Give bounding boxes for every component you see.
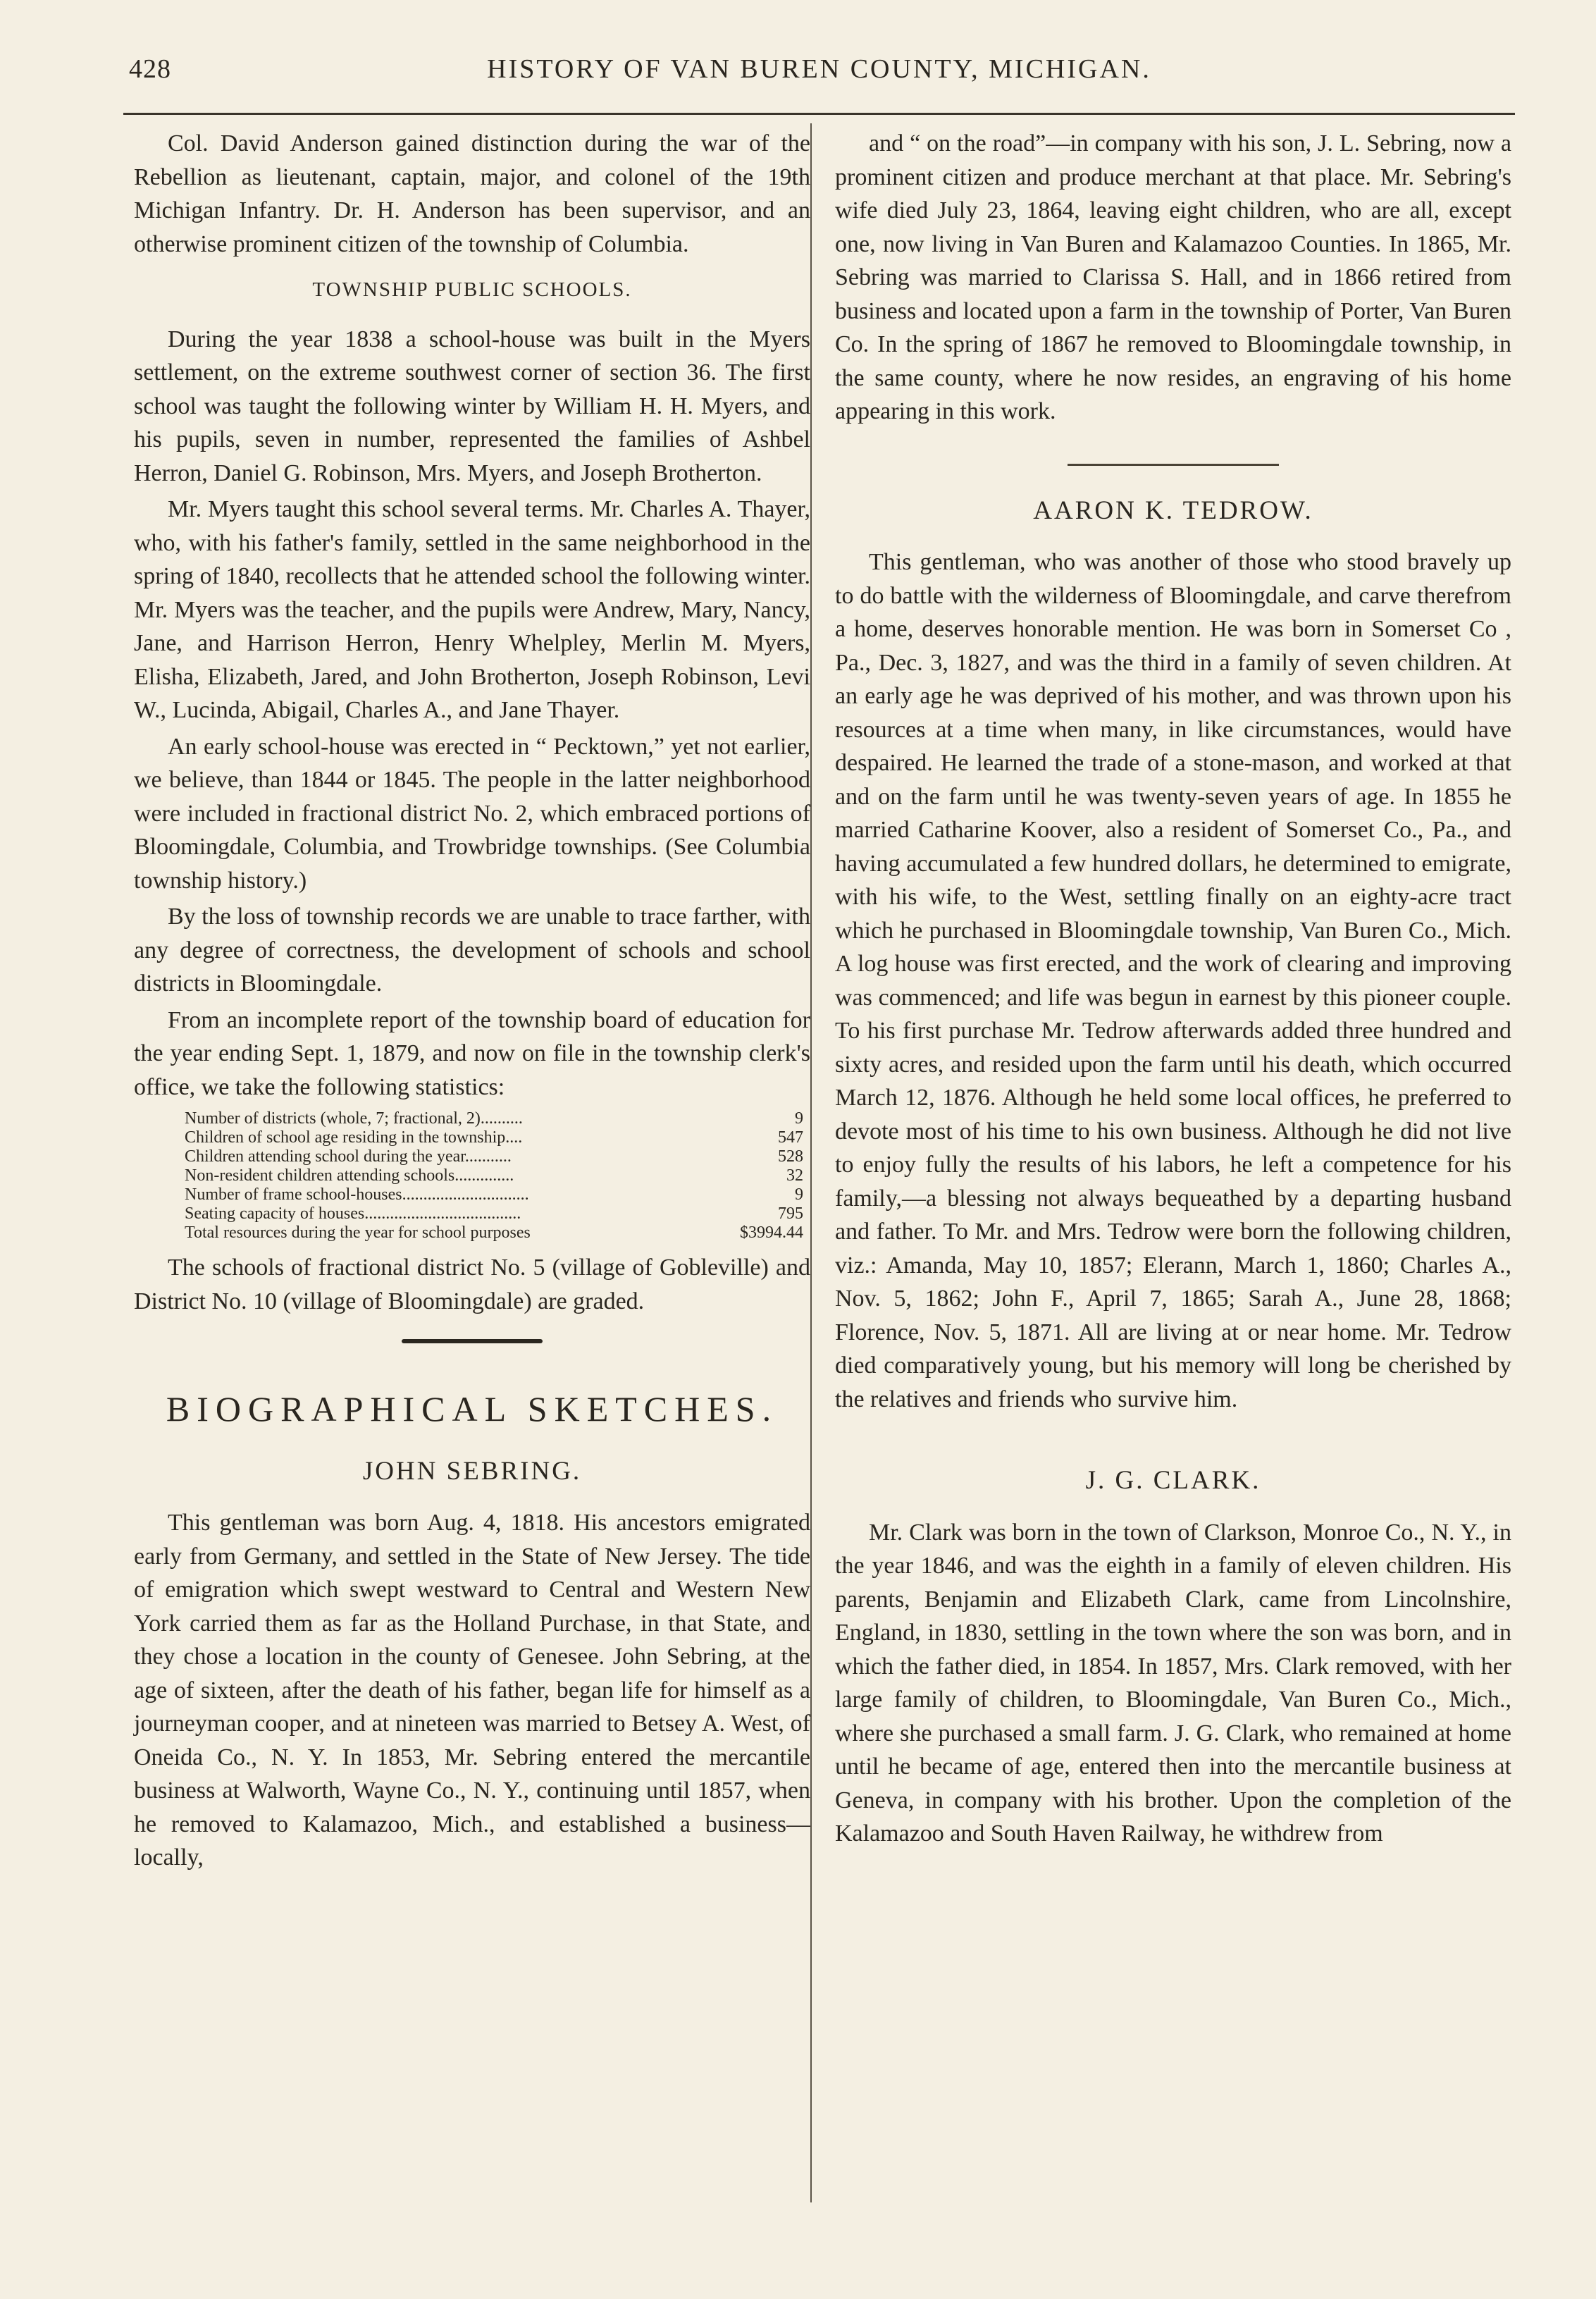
stat-row — [185, 1224, 803, 1243]
stat-label: Number of frame school-houses.............................. — [185, 1185, 529, 1204]
paragraph-schools-5: From an incomplete report of the township board of education for the year ending Sept. 1, 1879, and now on file in the township clerk's office, we take the following statistics: — [134, 1006, 810, 1100]
paragraph-schools-2: Mr. Myers taught this school several terms. Mr. Charles A. Thayer, who, with his father's family, settled in the same neighborhood in the spring of 1840, recollects that he attended school the following winter. Mr. Myers was the teacher, and the pupils were Andrew, Mary, Nancy, Jane, and Harrison Herron, Henry Whelpley, Merlin M. Myers, Elisha, Elizabeth, Jared, and John Brotherton, Joseph Robinson, Levi W., Lucinda, Abigail, Charles A., and Jane Thayer. — [134, 496, 810, 723]
stat-value: $3994.44 — [740, 1224, 803, 1242]
stat-row — [185, 1204, 803, 1224]
stat-row — [185, 1128, 803, 1147]
section-heading-schools: TOWNSHIP PUBLIC SCHOOLS. — [312, 278, 632, 301]
right-column — [835, 127, 1511, 1854]
sketch-heading-tedrow: AARON K. TEDROW. — [1033, 495, 1313, 525]
stat-row — [185, 1147, 803, 1166]
stat-value: 32 — [786, 1166, 803, 1185]
column-divider — [810, 123, 812, 2202]
stat-label: Number of districts (whole, 7; fractional, 2).......... — [185, 1109, 523, 1128]
stat-row — [185, 1109, 803, 1128]
sketch-heading-clark: J. G. CLARK. — [1085, 1466, 1261, 1495]
left-column — [134, 127, 810, 1878]
stat-label: Total resources during the year for school purposes — [185, 1224, 531, 1242]
running-title: HISTORY OF VAN BUREN COUNTY, MICHIGAN. — [487, 54, 1151, 84]
sketch-heading-sebring: JOHN SEBRING. — [362, 1456, 582, 1486]
stat-label: Seating capacity of houses..................................... — [185, 1204, 521, 1223]
sketch-divider — [1068, 464, 1279, 466]
stat-label: Children of school age residing in the township.... — [185, 1128, 523, 1147]
ornament-divider — [402, 1339, 543, 1343]
paragraph-clark: Mr. Clark was born in the town of Clarkson, Monroe Co., N. Y., in the year 1846, and was the eighth in a family of eleven children. His parents, Benjamin and Elizabeth Clark, came from Lincolnshire, England, in 1830, settling in the town where the son was born, and in which the father died, in 1854. In 1857, Mrs. Clark removed, with her large family of children, to Bloomingdale, Van Buren Co., Mich., where she purchased a small farm. J. G. Clark, who remained at home until he became of age, entered then into the mercantile business at Geneva, in company with his brother. Upon the completion of the Kalamazoo and South Haven Railway, he withdrew from — [835, 1519, 1511, 1847]
header-rule — [123, 113, 1515, 115]
page-header — [123, 49, 1515, 92]
stat-value: 528 — [778, 1147, 803, 1166]
statistics-list — [185, 1109, 803, 1243]
stat-label: Children attending school during the year........... — [185, 1147, 512, 1166]
stat-row — [185, 1185, 803, 1204]
spacer — [835, 1419, 1511, 1447]
section-heading-biographical: BIOGRAPHICAL SKETCHES. — [166, 1389, 779, 1429]
paragraph-tedrow: This gentleman, who was another of those who stood bravely up to do battle with the wilderness of Bloomingdale, and carve therefrom a home, deserves honorable mention. He was born in Somerset Co , Pa., Dec. 3, 1827, and was the third in a family of seven children. At an early age he was deprived of his mother, and was thrown upon his resources at a time when many, in like circumstances, would have despaired. He learned the trade of a stone-mason, and worked at that and on the farm until he was twenty-seven years of age. In 1855 he married Catharine Koover, also a resident of Somerset Co., Pa., and having accumulated a few hundred dollars, he determined to emigrate, with his wife, to the West, settling finally on an eighty-acre tract which he purchased in Bloomingdale township, Van Buren Co., Mich. A log house was first erected, and the work of clearing and improving was commenced; and life was begun in earnest by this pioneer couple. To his first purchase Mr. Tedrow afterwards added three hundred and sixty acres, and resided upon the farm until his death, which occurred March 12, 1876. Although he held some local offices, he preferred to devote most of his time to his own business. Although he did not live to enjoy fully the results of his labors, he left a competence for his family,—a blessing not always bequeathed by a departing husband and father. To Mr. and Mrs. Tedrow were born the following children, viz.: Amanda, May 10, 1857; Elerann, March 1, 1860; Charles A., Nov. 5, 1862; John F., April 7, 1865; Sarah A., June 28, 1868; Florence, Nov. 5, 1871. All are living at or near home. Mr. Tedrow died comparatively young, but his memory will long be cherished by the relatives and friends who survive him. — [835, 549, 1511, 1412]
stat-value: 547 — [778, 1128, 803, 1147]
paragraph-schools-3: An early school-house was erected in “ Pecktown,” yet not earlier, we believe, than 1844 or 1845. The people in the latter neighborhood were included in fractional district No. 2, which embraced portions of Bloomingdale, Columbia, and Trowbridge townships. (See Columbia township history.) — [134, 733, 810, 894]
stat-value: 795 — [778, 1204, 803, 1223]
paragraph-sebring-continued: and “ on the road”—in company with his son, J. L. Sebring, now a prominent citizen and produce merchant at that place. Mr. Sebring's wife died July 23, 1864, leaving eight children, who are all, except one, now living in Van Buren and Kalamazoo Counties. In 1865, Mr. Sebring was married to Clarissa S. Hall, and in 1866 retired from business and located upon a farm in the township of Porter, Van Buren Co. In the spring of 1867 he removed to Bloomingdale township, in the same county, where he now resides, an engraving of his home appearing in this work. — [835, 130, 1511, 424]
paragraph-anderson: Col. David Anderson gained distinction during the war of the Rebellion as lieutenant, captain, major, and colonel of the 19th Michigan Infantry. Dr. H. Anderson has been supervisor, and an otherwise prominent citizen of the township of Columbia. — [134, 130, 810, 257]
stat-value: 9 — [795, 1185, 803, 1204]
paragraph-schools-6: The schools of fractional district No. 5 (village of Gobleville) and District No. 10 (village of Bloomingdale) are graded. — [134, 1255, 810, 1314]
stat-value: 9 — [795, 1109, 803, 1128]
paragraph-schools-1: During the year 1838 a school-house was built in the Myers settlement, on the extreme southwest corner of section 36. The first school was taught the following winter by William H. H. Myers, and his pupils, seven in number, represented the families of Ashbel Herron, Daniel G. Robinson, Mrs. Myers, and Joseph Brotherton. — [134, 326, 810, 486]
paragraph-schools-4: By the loss of township records we are unable to trace farther, with any degree of correctness, the development of schools and school districts in Bloomingdale. — [134, 904, 810, 997]
page-number: 428 — [129, 54, 171, 84]
stat-row — [185, 1166, 803, 1185]
stat-label: Non-resident children attending schools.............. — [185, 1166, 514, 1185]
paragraph-sebring-1: This gentleman was born Aug. 4, 1818. His ancestors emigrated early from Germany, and settled in the State of New Jersey. The tide of emigration which swept westward to Central and Western New York carried them as far as the Holland Purchase, in that State, and they chose a location in the county of Genesee. John Sebring, at the age of sixteen, after the death of his father, began life for himself as a journeyman cooper, and at nineteen was married to Betsey A. West, of Oneida Co., N. Y. In 1853, Mr. Sebring entered the mercantile business at Walworth, Wayne Co., N. Y., continuing until 1857, when he removed to Kalamazoo, Mich., and established a business—locally, — [134, 1510, 810, 1870]
